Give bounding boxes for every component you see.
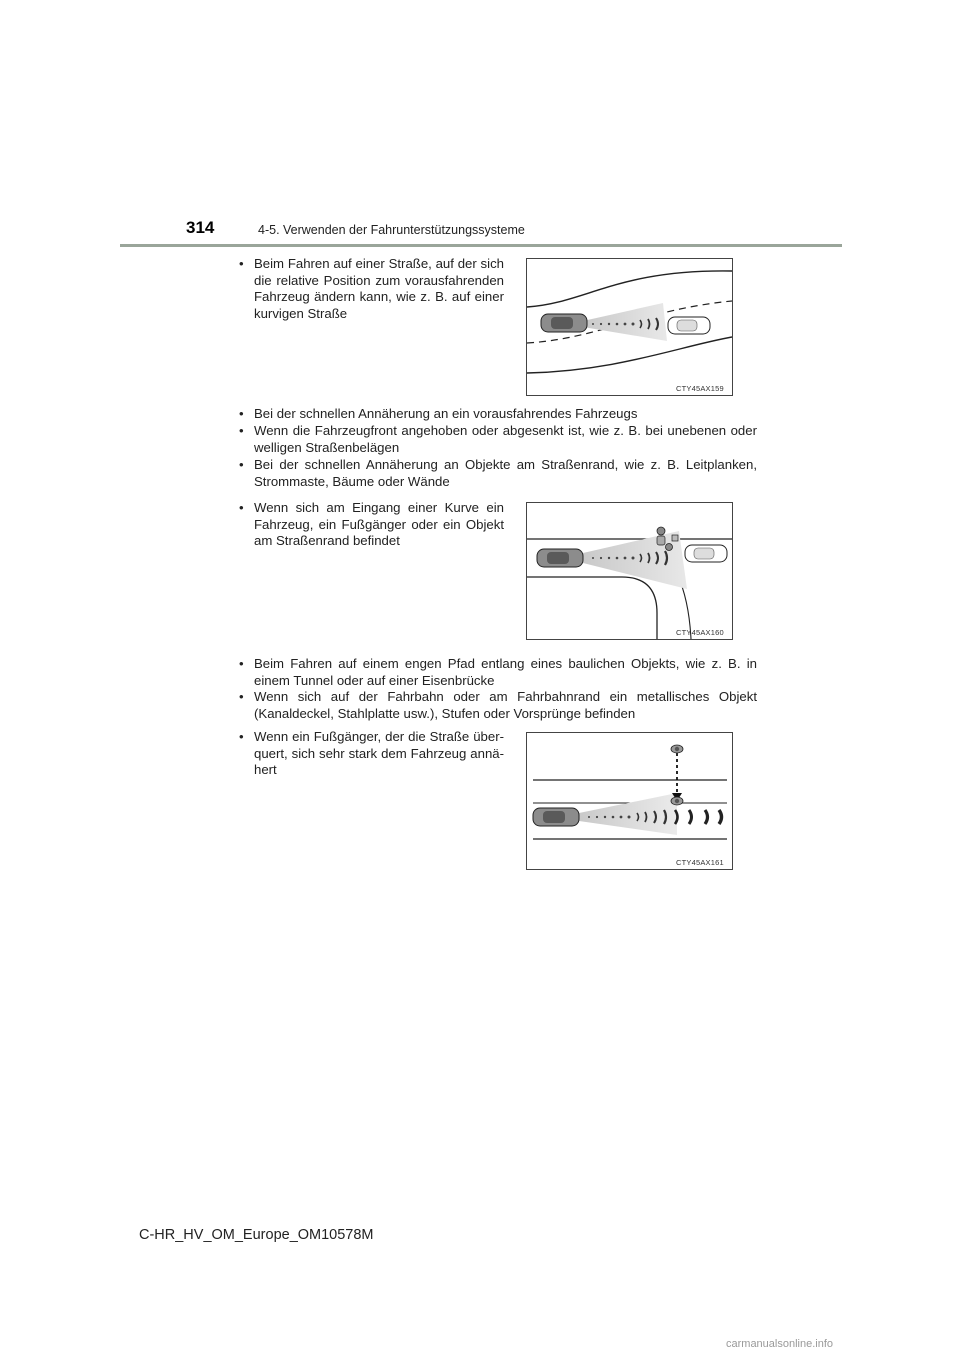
- oncoming-car-icon: [685, 545, 727, 562]
- page-number: 314: [186, 218, 215, 237]
- manual-code: C-HR_HV_OM_Europe_OM10578M: [139, 1227, 374, 1243]
- bullet-fast-approach-vehicle: • Bei der schnellen Annäherung an ein vorausfahrendes Fahrzeugs: [239, 406, 757, 423]
- section-title: 4-5. Verwenden der Fahrunterstützungssysteme: [258, 223, 525, 237]
- figure-code-label: CTY45AX159: [676, 384, 724, 393]
- own-car-icon: [533, 808, 579, 826]
- figure-curve-entrance: [526, 502, 733, 640]
- curve-entrance-illustration: [527, 503, 732, 639]
- curved-road-illustration: [527, 259, 732, 395]
- bullet-raised-front: • Wenn die Fahrzeugfront angehoben oder abgesenkt ist, wie z. B. bei unebenen oder welligen Straßenbelägen: [239, 423, 757, 456]
- bullet-curved-road: • Beim Fahren auf einer Straße, auf der sich die relative Position zum vorausfahrenden Fahrzeug ändern kann, wie z. B. auf einer kurvigen Straße: [239, 256, 504, 322]
- bullet-roadside-objects: • Bei der schnellen Annäherung an Objekte am Straßenrand, wie z. B. Leitplanken, Strommaste, Bäume oder Wände: [239, 457, 757, 490]
- figure-code-label: CTY45AX160: [676, 628, 724, 637]
- figure-crossing-pedestrian: [526, 732, 733, 870]
- bullet-metal-object: • Wenn sich auf der Fahrbahn oder am Fahrbahnrand ein metallisches Objekt (Kanaldeckel, Stahlplatte usw.), Stufen oder Vorsprünge befinden: [239, 689, 757, 722]
- header-divider: [120, 244, 842, 247]
- figure-code-label: CTY45AX161: [676, 858, 724, 867]
- bullet-crossing-pedestrian: • Wenn ein Fußgänger, der die Straße über-quert, sich sehr stark dem Fahrzeug annä-hert: [239, 729, 504, 779]
- own-car-icon: [541, 314, 587, 332]
- bullet-narrow-path: • Beim Fahren auf einem engen Pfad entlang eines baulichen Objekts, wie z. B. in einem Tunnel oder auf einer Eisenbrücke: [239, 656, 757, 689]
- crossing-pedestrian-illustration: [527, 733, 732, 869]
- bullet-curve-entrance: • Wenn sich am Eingang einer Kurve ein Fahrzeug, ein Fußgänger oder ein Objekt am Straßenrand befindet: [239, 500, 504, 550]
- figure-curved-road: [526, 258, 733, 396]
- watermark: carmanualsonline.info: [726, 1338, 834, 1350]
- own-car-icon: [537, 549, 583, 567]
- preceding-car-icon: [668, 317, 710, 334]
